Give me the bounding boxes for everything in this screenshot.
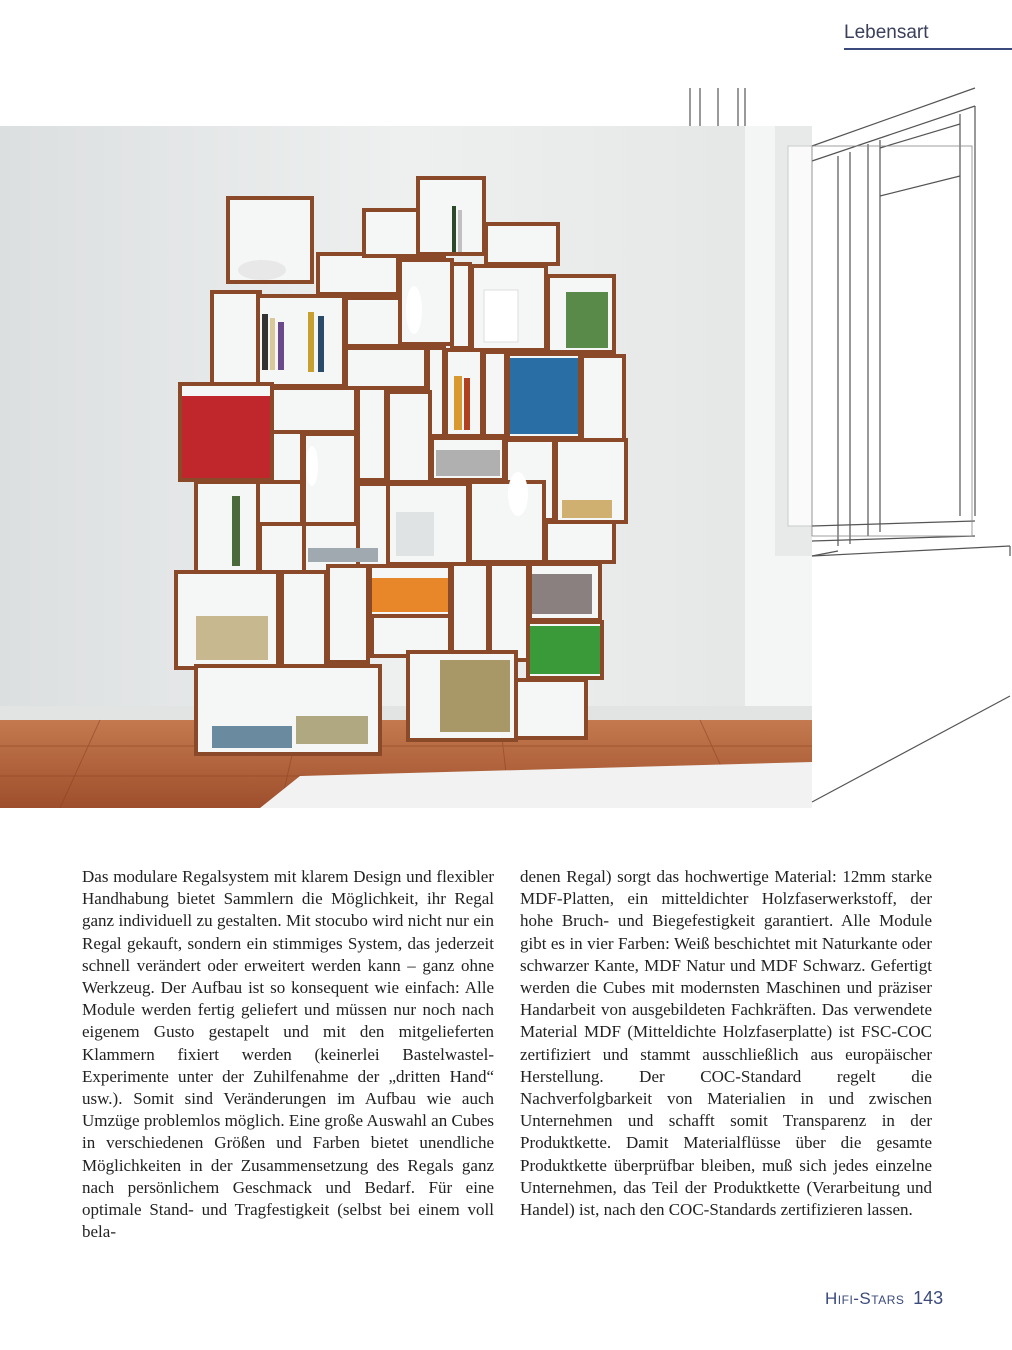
section-label: Lebensart bbox=[844, 22, 929, 43]
page-footer bbox=[825, 1288, 943, 1309]
page-number: 143 bbox=[913, 1288, 944, 1308]
magazine-name: Hifi-Stars bbox=[825, 1289, 905, 1308]
header-rule bbox=[844, 48, 1012, 50]
article-column-right: denen Regal) sorgt das hochwertige Material: 12mm starke MDF-Platten, ein mitteldichter Holzfaserwerkstoff, der hohe Bruch- und Biegefestigkeit garantiert. Alle Module gibt es in vier Farben: Weiß beschichtet mit Naturkante oder schwarzer Kante, MDF Natur und MDF Schwarz. Gefertigt werden die Cubes mit modernsten Maschinen und präziser Handarbeit von ausgebildeten Fachkräften. Das verwendete Material MDF (Mitteldichte Holzfaserplatte) ist FSC-COC zertifiziert und stammt ausschließlich aus europäischer Herstellung. Der COC-Standard regelt die Nachverfolgbarkeit von Materialien in und zwischen Unternehmen und schafft somit Transparenz in der Produktkette. Damit Materialflüsse über die gesamte Produktkette überprüfbar bleiben, muß sich jedes einzelne Unternehmen, das Teil der Produktkette (Verarbeitung und Handel) ist, nach den COC-Standards zertifizieren lassen. bbox=[520, 867, 932, 1220]
article-column-left: Das modulare Regalsystem mit klarem Design und flexibler Handhabung bietet Sammlern die Möglichkeit, ihr Regal ganz individuell zu gestalten. Mit stocubo wird nicht nur ein Regal gekauft, sondern ein stimmiges System, das jederzeit schnell verändert oder erweitert werden kann – ganz ohne Werkzeug. Der Aufbau ist so konsequent wie einfach: Alle Module werden fertig geliefert und müssen nur noch nach eigenem Gusto gestapelt und mit den mitgelieferten Klammern fixiert werden (keinerlei Bastelwastel-Experimente unter der Zuhilfenahme der „dritten Hand“ usw.). Somit sind Veränderungen im Aufbau wie auch Umzüge problemlos möglich. Eine große Auswahl an Cubes in verschiedenen Größen und Farben bietet unendliche Möglichkeiten in der Zusammensetzung des Regals ganz nach persönlichem Geschmack und Bedarf. Für eine optimale Stand- und Tragfestigkeit (selbst bei einem voll bela- bbox=[82, 867, 494, 1242]
bookshelf-room-photo bbox=[0, 86, 1012, 808]
